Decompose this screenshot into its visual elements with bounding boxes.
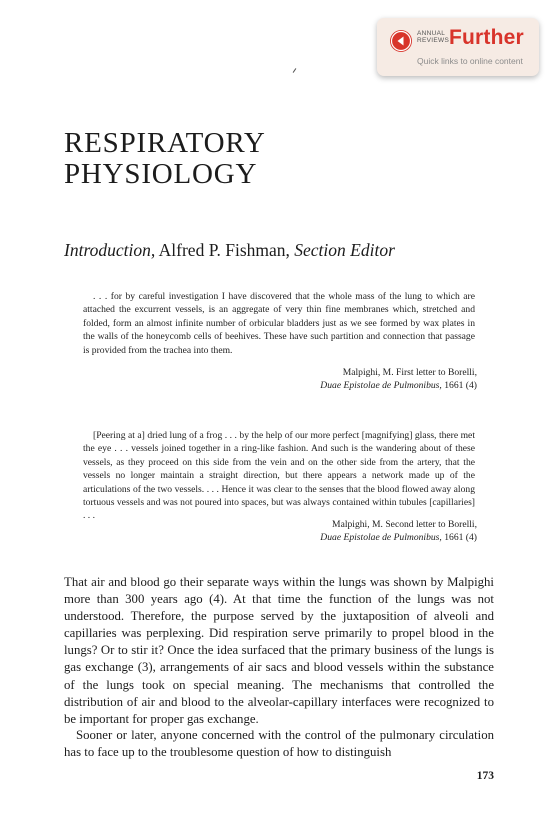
epigraph-quote-1: . . . for by careful investigation I have discovered that the whole mass of the lung to which are attached the excurrent vessels, is an aggregate of very thin fine membranes which, stretched and folded, form an almost infinite number of orbicular bladders just as we see formed by wax plates in the walls of the honeycomb cells of beehives. These have such partition and connection that passage is provided from the trachea into them. (83, 291, 475, 356)
citation-2-year: 1661 (4) (444, 532, 477, 544)
epigraph-quote-2: [Peering at a] dried lung of a frog . . . by the help of our more perfect [magnifying] glass, there met the eye . . . vessels joined together in a ring-like fashion. And such is the wandering about of these vessels, as they proceed on this side from the vein and on the other side from the artery, that the vessels no longer maintain a straight direction, but there appears a network made up of the articulations of the two vessels. . . . Hence it was clear to the senses that the blood flowed away along tortuous vessels and was not poured into spaces, but was always contained within tubules [capillaries] . . . (83, 430, 475, 522)
badge-further-text: Further (449, 26, 524, 49)
badge-publisher-name (417, 30, 449, 44)
body-paragraph-1: That air and blood go their separate ways within the lungs was shown by Malpighi more than 300 years ago (4). At that time the function of the lungs was not understood. Therefore, the purpose served by the juxtaposition of alveoli and capillaries was perplexing. Did respiration serve primarily to propel blood in the lungs? Or to stir it? Once the idea surfaced that the primary business of the lungs is gas exchange (3), arrangements of air sacs and blood vessels within the substance of the lungs took on special meaning. The mechanisms that controlled the distribution of air and blood to the alveolar-capillary interfaces were recognized to be important for proper gas exchange. (64, 575, 494, 726)
chapter-title-line1: RESPIRATORY (64, 127, 266, 159)
byline-introduction: Introduction, (64, 240, 156, 260)
chapter-title (64, 128, 266, 190)
badge-annual-text: ANNUAL (417, 30, 446, 37)
byline-author: Alfred P. Fishman, (158, 240, 290, 260)
annual-reviews-logo-icon (390, 30, 412, 52)
annual-reviews-further-badge[interactable] (377, 18, 539, 76)
citation-1-author: Malpighi, M. First letter to Borelli, (342, 367, 477, 378)
stray-mark (293, 68, 297, 73)
epigraph-citation-2 (177, 518, 477, 544)
section-byline (64, 240, 395, 261)
page-number: 173 (476, 770, 494, 782)
citation-1-work: Duae Epistolae de Pulmonibus, (320, 380, 442, 392)
badge-reviews-text: REVIEWS (417, 37, 450, 44)
citation-2-work: Duae Epistolae de Pulmonibus, (320, 532, 442, 544)
byline-role: Section Editor (294, 240, 395, 260)
badge-subtitle: Quick links to online content (417, 56, 523, 66)
citation-1-year: 1661 (4) (444, 380, 477, 392)
epigraph-citation-1 (177, 366, 477, 392)
citation-2-author: Malpighi, M. Second letter to Borelli, (332, 519, 477, 530)
chapter-title-line2: PHYSIOLOGY (64, 158, 258, 190)
body-paragraph-2: Sooner or later, anyone concerned with the control of the pulmonary circulation has to face up to the troublesome question of how to distinguish (64, 728, 494, 760)
